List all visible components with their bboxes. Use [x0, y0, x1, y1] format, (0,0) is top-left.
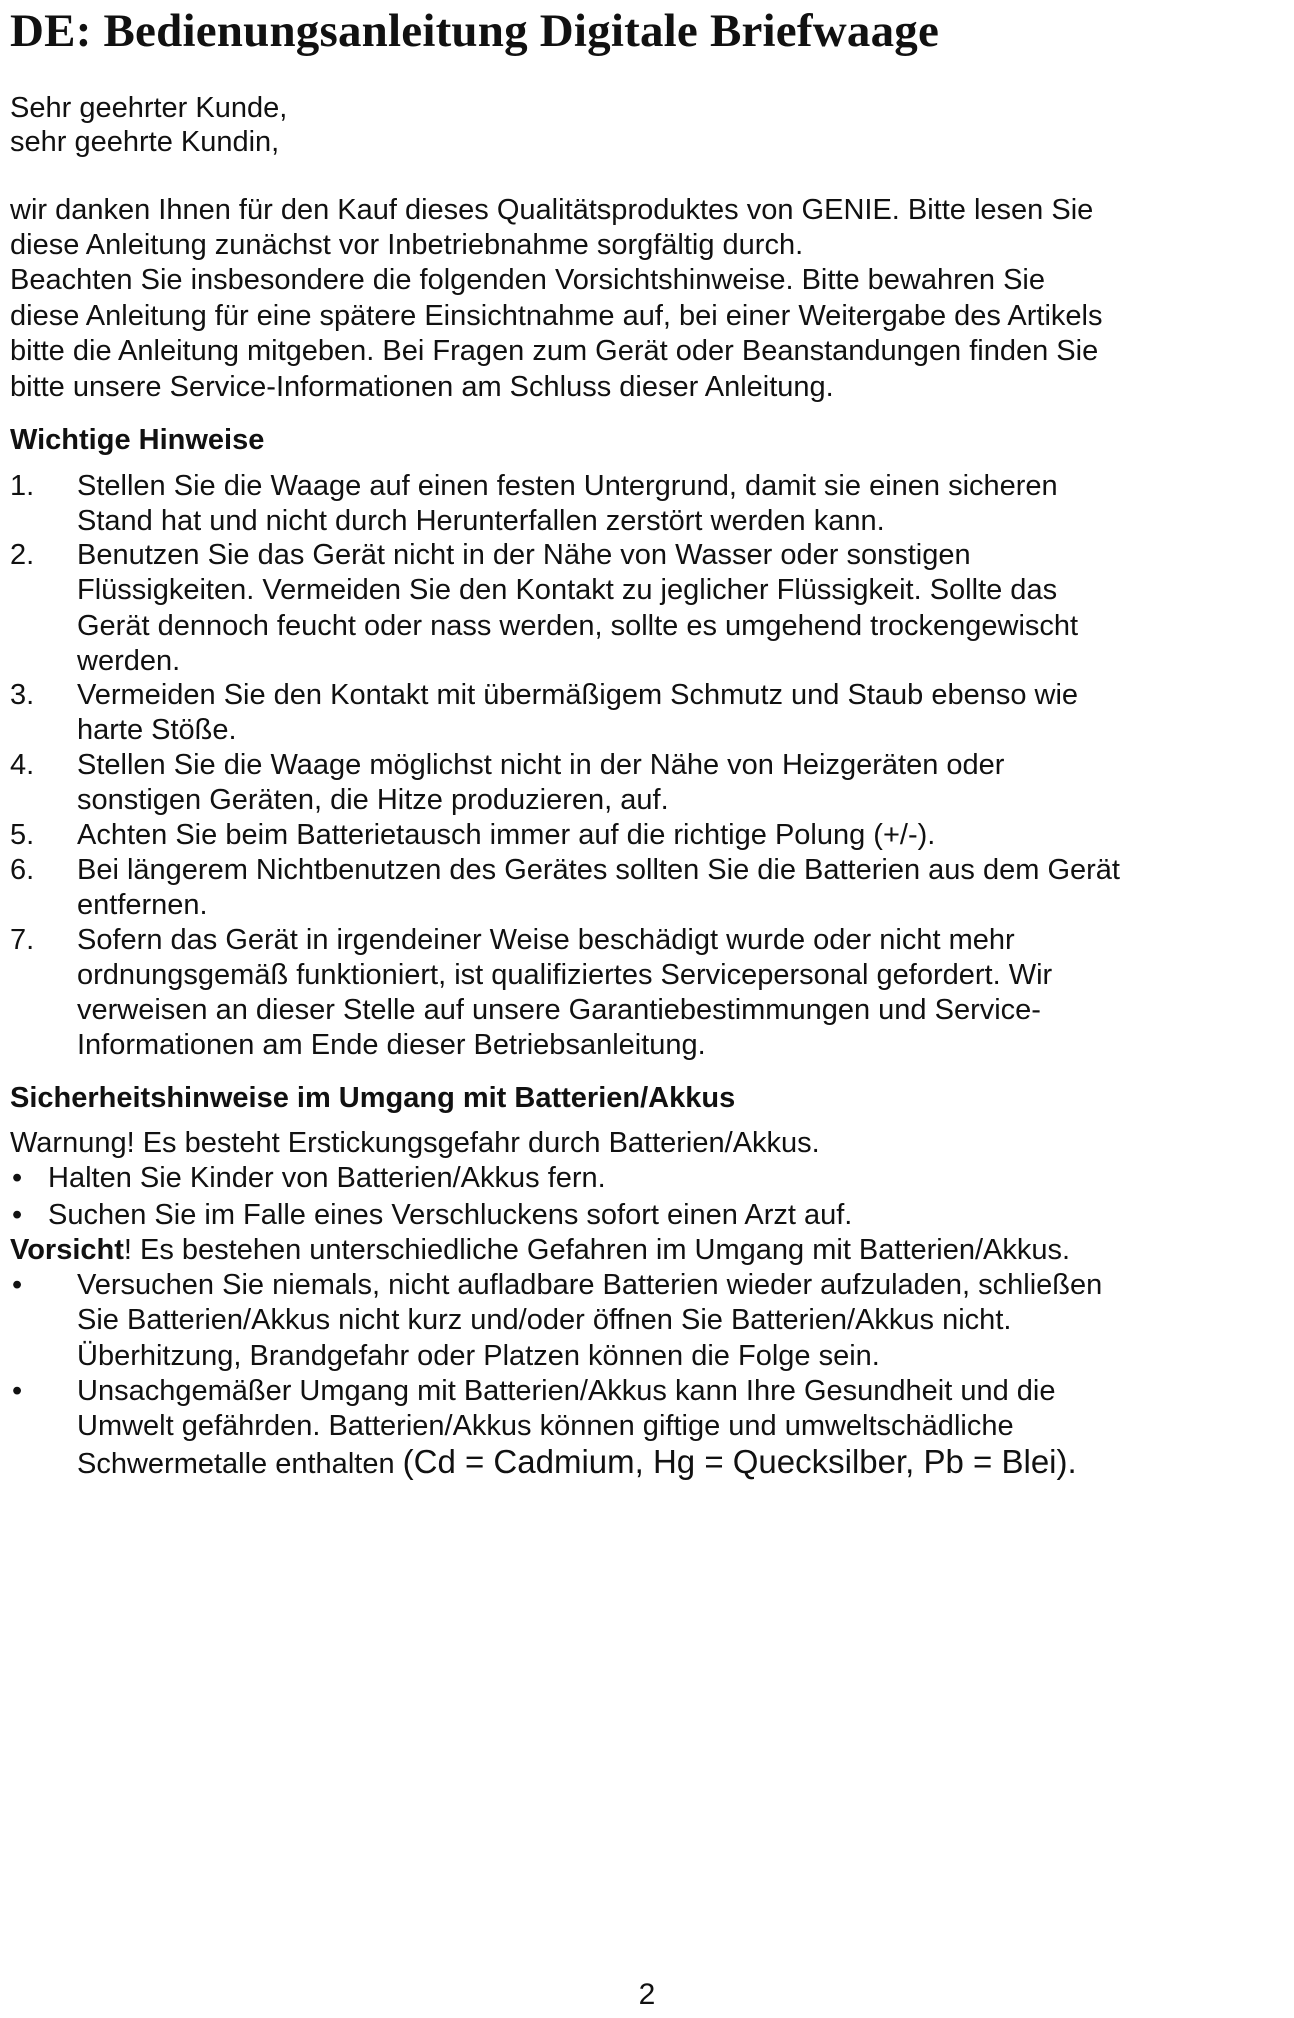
- caution-bullet-text: Überhitzung, Brandgefahr oder Platzen können die Folge sein.: [77, 1340, 880, 1372]
- item-text: Bei längerem Nichtbenutzen des Gerätes sollten Sie die Batterien aus dem Gerät: [77, 854, 1120, 886]
- caution-bullet-text: [77, 1440, 1077, 1486]
- item-text: werden.: [77, 645, 181, 677]
- caution-bullet-text: Versuchen Sie niemals, nicht aufladbare Batterien wieder aufzuladen, schließen: [77, 1269, 1103, 1301]
- battery-heading: Sicherheitshinweise im Umgang mit Batterien/Akkus: [10, 1082, 736, 1114]
- item-text: harte Stöße.: [77, 714, 237, 746]
- intro-line: diese Anleitung zunächst vor Inbetriebnahme sorgfältig durch.: [10, 229, 804, 261]
- heavy-metals-list: (Cd = Cadmium, Hg = Quecksilber, Pb = Blei).: [402, 1443, 1077, 1480]
- important-heading: Wichtige Hinweise: [10, 424, 265, 456]
- item-text: ordnungsgemäß funktioniert, ist qualifiziertes Servicepersonal gefordert. Wir: [77, 959, 1053, 991]
- bullet-icon: •: [12, 1162, 23, 1194]
- intro-line: wir danken Ihnen für den Kauf dieses Qualitätsproduktes von GENIE. Bitte lesen Sie: [10, 194, 1094, 226]
- item-text: entfernen.: [77, 889, 208, 921]
- warning-bullet-text: Halten Sie Kinder von Batterien/Akkus fern.: [48, 1162, 606, 1194]
- caution-bullet-text: Unsachgemäßer Umgang mit Batterien/Akkus kann Ihre Gesundheit und die: [77, 1375, 1056, 1407]
- caution-text: ! Es bestehen unterschiedliche Gefahren im Umgang mit Batterien/Akkus.: [123, 1234, 1071, 1266]
- item-text: Achten Sie beim Batterietausch immer auf die richtige Polung (+/-).: [77, 819, 936, 851]
- item-text: Sofern das Gerät in irgendeiner Weise beschädigt wurde oder nicht mehr: [77, 924, 1015, 956]
- item-number: 5.: [10, 819, 35, 851]
- warning-bullet-text: Suchen Sie im Falle eines Verschluckens sofort einen Arzt auf.: [48, 1199, 853, 1231]
- intro-line: Beachten Sie insbesondere die folgenden Vorsichtshinweise. Bitte bewahren Sie: [10, 264, 1046, 296]
- item-text: Stellen Sie die Waage möglichst nicht in der Nähe von Heizgeräten oder: [77, 749, 1005, 781]
- bullet-icon: •: [12, 1199, 23, 1231]
- intro-line: bitte unsere Service-Informationen am Schluss dieser Anleitung.: [10, 371, 834, 403]
- page-number: 2: [638, 1978, 656, 2011]
- item-number: 6.: [10, 854, 35, 886]
- bullet-icon: •: [12, 1375, 23, 1407]
- heavy-metals-prefix: Schwermetalle enthalten: [77, 1448, 403, 1480]
- warning-line: Warnung! Es besteht Erstickungsgefahr durch Batterien/Akkus.: [10, 1127, 820, 1159]
- item-number: 2.: [10, 539, 35, 571]
- item-text: Stand hat und nicht durch Herunterfallen zerstört werden kann.: [77, 505, 885, 537]
- caution-bullet-text: Sie Batterien/Akkus nicht kurz und/oder öffnen Sie Batterien/Akkus nicht.: [77, 1304, 1012, 1336]
- item-text: sonstigen Geräten, die Hitze produzieren, auf.: [77, 784, 669, 816]
- item-number: 4.: [10, 749, 35, 781]
- item-number: 3.: [10, 679, 35, 711]
- greeting-line: Sehr geehrter Kunde,: [10, 92, 288, 124]
- item-text: Benutzen Sie das Gerät nicht in der Nähe von Wasser oder sonstigen: [77, 539, 971, 571]
- item-text: Informationen am Ende dieser Betriebsanleitung.: [77, 1029, 706, 1061]
- bullet-icon: •: [12, 1269, 23, 1301]
- page-title: DE: Bedienungsanleitung Digitale Briefwaage: [10, 5, 940, 57]
- item-number: 7.: [10, 924, 35, 956]
- caution-label: Vorsicht: [10, 1234, 124, 1266]
- intro-line: diese Anleitung für eine spätere Einsichtnahme auf, bei einer Weitergabe des Artikels: [10, 300, 1103, 332]
- greeting-line: sehr geehrte Kundin,: [10, 126, 280, 158]
- item-text: Stellen Sie die Waage auf einen festen Untergrund, damit sie einen sicheren: [77, 470, 1058, 502]
- item-text: Gerät dennoch feucht oder nass werden, sollte es umgehend trockengewischt: [77, 610, 1079, 642]
- item-text: verweisen an dieser Stelle auf unsere Garantiebestimmungen und Service-: [77, 994, 1041, 1026]
- intro-line: bitte die Anleitung mitgeben. Bei Fragen zum Gerät oder Beanstandungen finden Sie: [10, 335, 1099, 367]
- caution-bullet-text: Umwelt gefährden. Batterien/Akkus können giftige und umweltschädliche: [77, 1410, 1014, 1442]
- item-number: 1.: [10, 470, 35, 502]
- item-text: Flüssigkeiten. Vermeiden Sie den Kontakt zu jeglicher Flüssigkeit. Sollte das: [77, 574, 1058, 606]
- item-text: Vermeiden Sie den Kontakt mit übermäßigem Schmutz und Staub ebenso wie: [77, 679, 1079, 711]
